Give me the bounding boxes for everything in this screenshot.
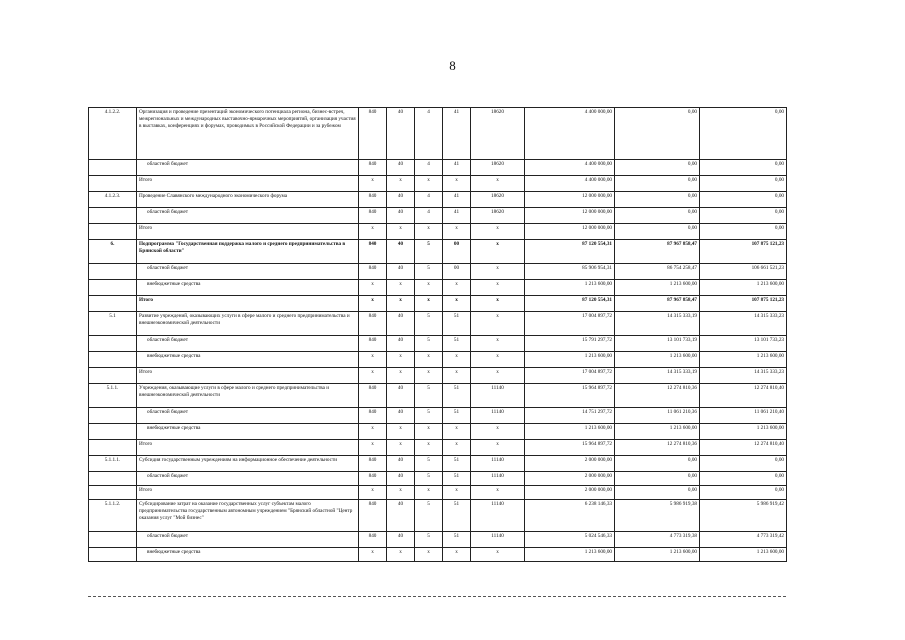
row-gr-code: x xyxy=(359,176,387,192)
row-gr-code: x xyxy=(359,352,387,368)
table-row xyxy=(89,424,787,440)
row-code xyxy=(89,280,137,296)
row-value-year-2: 4 773 319,38 xyxy=(615,532,700,548)
table-row xyxy=(89,486,787,500)
row-direction-code: x xyxy=(471,352,525,368)
row-direction-code: x xyxy=(471,440,525,456)
row-code xyxy=(89,472,137,486)
row-name: внебюджетные средства xyxy=(137,280,359,296)
row-value-year-1: 1 213 600,00 xyxy=(525,424,615,440)
row-value-year-3: 106 661 521,23 xyxy=(700,264,787,280)
row-gr-code: 840 xyxy=(359,472,387,486)
row-value-year-3: 0,00 xyxy=(700,456,787,472)
row-event-code: 51 xyxy=(443,336,471,352)
row-name: Итого xyxy=(137,440,359,456)
row-value-year-1: 1 213 600,00 xyxy=(525,280,615,296)
row-code xyxy=(89,208,137,224)
row-event-code: x xyxy=(443,440,471,456)
row-name: областной бюджет xyxy=(137,532,359,548)
row-value-year-2: 0,00 xyxy=(615,486,700,500)
row-value-year-3: 1 213 600,00 xyxy=(700,424,787,440)
row-gr-code: x xyxy=(359,368,387,384)
row-value-year-1: 2 000 000,00 xyxy=(525,486,615,500)
row-event-code: 51 xyxy=(443,384,471,408)
row-name: областной бюджет xyxy=(137,336,359,352)
row-name: Учреждения, оказывающие услуги в сфере малого и среднего предпринимательства и внешнеэкономической деятельности xyxy=(137,384,359,408)
row-subprogram-code: x xyxy=(415,296,443,312)
row-event-code: 51 xyxy=(443,500,471,532)
row-name: Итого xyxy=(137,224,359,240)
table-row xyxy=(89,108,787,160)
row-value-year-2: 1 213 600,00 xyxy=(615,352,700,368)
row-subprogram-code: 5 xyxy=(415,312,443,336)
row-event-code: x xyxy=(443,424,471,440)
row-subprogram-code: x xyxy=(415,424,443,440)
row-code xyxy=(89,408,137,424)
table-row xyxy=(89,456,787,472)
row-value-year-3: 0,00 xyxy=(700,176,787,192)
row-code xyxy=(89,336,137,352)
row-event-code: x xyxy=(443,368,471,384)
row-value-year-3: 0,00 xyxy=(700,472,787,486)
row-program-code: x xyxy=(387,280,415,296)
row-name: внебюджетные средства xyxy=(137,548,359,562)
row-direction-code: 18620 xyxy=(471,208,525,224)
row-direction-code: x xyxy=(471,280,525,296)
row-gr-code: x xyxy=(359,548,387,562)
row-value-year-1: 17 004 897,72 xyxy=(525,312,615,336)
row-code xyxy=(89,424,137,440)
row-gr-code: 840 xyxy=(359,532,387,548)
row-value-year-2: 1 213 600,00 xyxy=(615,424,700,440)
row-gr-code: x xyxy=(359,296,387,312)
row-value-year-2: 12 274 810,36 xyxy=(615,384,700,408)
row-value-year-1: 5 024 546,33 xyxy=(525,532,615,548)
row-value-year-1: 15 964 897,72 xyxy=(525,440,615,456)
row-name: Итого xyxy=(137,296,359,312)
row-value-year-2: 0,00 xyxy=(615,192,700,208)
row-direction-code: x xyxy=(471,224,525,240)
row-event-code: x xyxy=(443,486,471,500)
row-subprogram-code: 5 xyxy=(415,384,443,408)
row-direction-code: 11140 xyxy=(471,408,525,424)
page-cut-edge xyxy=(88,596,786,600)
row-direction-code: x xyxy=(471,548,525,562)
row-direction-code: 11140 xyxy=(471,532,525,548)
table-row xyxy=(89,312,787,336)
row-gr-code: 840 xyxy=(359,336,387,352)
row-program-code: 40 xyxy=(387,312,415,336)
row-value-year-3: 0,00 xyxy=(700,192,787,208)
row-direction-code: 18620 xyxy=(471,160,525,176)
row-event-code: x xyxy=(443,296,471,312)
row-value-year-1: 1 213 600,00 xyxy=(525,352,615,368)
row-value-year-1: 2 000 000,00 xyxy=(525,456,615,472)
table-row xyxy=(89,336,787,352)
row-value-year-3: 0,00 xyxy=(700,224,787,240)
row-direction-code: 18620 xyxy=(471,108,525,160)
row-code xyxy=(89,176,137,192)
page-number: 8 xyxy=(449,58,456,73)
row-value-year-2: 0,00 xyxy=(615,176,700,192)
row-event-code: x xyxy=(443,352,471,368)
row-subprogram-code: 5 xyxy=(415,532,443,548)
row-direction-code: x xyxy=(471,176,525,192)
row-code: 5.1 xyxy=(89,312,137,336)
row-code: 5.1.1.2. xyxy=(89,500,137,532)
row-direction-code: x xyxy=(471,486,525,500)
row-value-year-2: 0,00 xyxy=(615,160,700,176)
row-subprogram-code: 5 xyxy=(415,456,443,472)
row-subprogram-code: 4 xyxy=(415,160,443,176)
row-program-code: 40 xyxy=(387,192,415,208)
row-name: областной бюджет xyxy=(137,408,359,424)
row-subprogram-code: 5 xyxy=(415,240,443,264)
table-row xyxy=(89,440,787,456)
row-value-year-2: 86 754 258,47 xyxy=(615,264,700,280)
row-subprogram-code: 5 xyxy=(415,264,443,280)
row-name: областной бюджет xyxy=(137,160,359,176)
row-gr-code: 840 xyxy=(359,240,387,264)
row-direction-code: x xyxy=(471,296,525,312)
row-value-year-2: 14 315 333,19 xyxy=(615,312,700,336)
row-subprogram-code: 5 xyxy=(415,472,443,486)
row-value-year-3: 107 875 121,23 xyxy=(700,240,787,264)
row-event-code: x xyxy=(443,176,471,192)
row-gr-code: 840 xyxy=(359,264,387,280)
row-program-code: x xyxy=(387,440,415,456)
table-row xyxy=(89,368,787,384)
row-value-year-2: 5 986 919,38 xyxy=(615,500,700,532)
row-code: 4.1.2.3. xyxy=(89,192,137,208)
row-code: 6. xyxy=(89,240,137,264)
row-value-year-2: 0,00 xyxy=(615,456,700,472)
row-name: Субсидирование затрат на оказание государственных услуг субъектам малого предпринимательства государственным автономным учреждением "Брянский областной "Центр оказания услуг "Мой бизнес" xyxy=(137,500,359,532)
row-value-year-1: 4 400 000,00 xyxy=(525,160,615,176)
row-value-year-2: 1 213 600,00 xyxy=(615,548,700,562)
row-value-year-1: 6 238 146,33 xyxy=(525,500,615,532)
row-subprogram-code: x xyxy=(415,352,443,368)
row-code xyxy=(89,160,137,176)
row-name: Итого xyxy=(137,368,359,384)
row-code xyxy=(89,264,137,280)
row-name: внебюджетные средства xyxy=(137,424,359,440)
row-name: Итого xyxy=(137,176,359,192)
row-value-year-1: 17 004 897,72 xyxy=(525,368,615,384)
row-program-code: 40 xyxy=(387,472,415,486)
row-value-year-2: 87 967 858,47 xyxy=(615,296,700,312)
table-row xyxy=(89,548,787,562)
row-name: Субсидия государственным учреждениям на информационное обеспечение деятельности xyxy=(137,456,359,472)
row-event-code: 00 xyxy=(443,240,471,264)
row-event-code: 51 xyxy=(443,456,471,472)
row-name: Развитие учреждений, оказывающих услуги в сфере малого и среднего предпринимательства и внешнеэкономической деятельности xyxy=(137,312,359,336)
table-row xyxy=(89,384,787,408)
row-value-year-1: 15 791 297,72 xyxy=(525,336,615,352)
row-event-code: 41 xyxy=(443,108,471,160)
row-value-year-3: 12 274 810,40 xyxy=(700,440,787,456)
row-direction-code: x xyxy=(471,312,525,336)
row-value-year-3: 4 773 319,42 xyxy=(700,532,787,548)
row-event-code: 51 xyxy=(443,532,471,548)
row-program-code: x xyxy=(387,424,415,440)
table-row xyxy=(89,532,787,548)
table-row xyxy=(89,500,787,532)
row-gr-code: 840 xyxy=(359,456,387,472)
row-direction-code: x xyxy=(471,240,525,264)
row-value-year-2: 0,00 xyxy=(615,208,700,224)
row-gr-code: x xyxy=(359,440,387,456)
row-program-code: x xyxy=(387,368,415,384)
row-value-year-1: 4 400 000,00 xyxy=(525,176,615,192)
row-gr-code: x xyxy=(359,486,387,500)
row-subprogram-code: x xyxy=(415,486,443,500)
row-program-code: x xyxy=(387,486,415,500)
table-row xyxy=(89,408,787,424)
row-program-code: 40 xyxy=(387,500,415,532)
row-program-code: 40 xyxy=(387,240,415,264)
row-name: Итого xyxy=(137,486,359,500)
row-event-code: 51 xyxy=(443,472,471,486)
table-row xyxy=(89,296,787,312)
row-program-code: x xyxy=(387,548,415,562)
row-direction-code: 11140 xyxy=(471,472,525,486)
row-value-year-3: 0,00 xyxy=(700,486,787,500)
table-row xyxy=(89,264,787,280)
row-subprogram-code: 5 xyxy=(415,336,443,352)
row-direction-code: x xyxy=(471,368,525,384)
row-code: 5.1.1. xyxy=(89,384,137,408)
table-row xyxy=(89,280,787,296)
row-program-code: 40 xyxy=(387,208,415,224)
row-program-code: x xyxy=(387,352,415,368)
row-code xyxy=(89,296,137,312)
row-value-year-3: 0,00 xyxy=(700,108,787,160)
row-name: областной бюджет xyxy=(137,208,359,224)
row-direction-code: 11140 xyxy=(471,456,525,472)
row-value-year-3: 107 875 121,23 xyxy=(700,296,787,312)
row-value-year-2: 0,00 xyxy=(615,472,700,486)
row-program-code: x xyxy=(387,296,415,312)
row-value-year-1: 85 906 954,31 xyxy=(525,264,615,280)
row-subprogram-code: x xyxy=(415,440,443,456)
row-value-year-2: 0,00 xyxy=(615,224,700,240)
row-value-year-1: 2 000 000,00 xyxy=(525,472,615,486)
row-event-code: 41 xyxy=(443,208,471,224)
row-value-year-2: 14 315 333,19 xyxy=(615,368,700,384)
row-direction-code: x xyxy=(471,424,525,440)
row-code: 5.1.1.1. xyxy=(89,456,137,472)
row-code xyxy=(89,368,137,384)
table-row xyxy=(89,208,787,224)
row-event-code: x xyxy=(443,280,471,296)
row-value-year-3: 1 213 600,00 xyxy=(700,280,787,296)
row-subprogram-code: x xyxy=(415,368,443,384)
row-value-year-1: 14 751 297,72 xyxy=(525,408,615,424)
table-row xyxy=(89,192,787,208)
row-program-code: 40 xyxy=(387,264,415,280)
row-code: 4.1.2.2. xyxy=(89,108,137,160)
table-row xyxy=(89,472,787,486)
row-value-year-3: 0,00 xyxy=(700,160,787,176)
row-event-code: x xyxy=(443,224,471,240)
row-code xyxy=(89,486,137,500)
row-value-year-1: 12 000 000,00 xyxy=(525,192,615,208)
row-value-year-1: 87 120 554,31 xyxy=(525,296,615,312)
row-name: Подпрограмма "Государственная поддержка малого и среднего предпринимательства в Брянской области" xyxy=(137,240,359,264)
row-gr-code: x xyxy=(359,280,387,296)
row-event-code: x xyxy=(443,548,471,562)
row-code xyxy=(89,224,137,240)
row-gr-code: 840 xyxy=(359,160,387,176)
table-row xyxy=(89,160,787,176)
row-program-code: 40 xyxy=(387,160,415,176)
row-direction-code: x xyxy=(471,336,525,352)
row-gr-code: x xyxy=(359,224,387,240)
row-gr-code: 840 xyxy=(359,108,387,160)
row-program-code: 40 xyxy=(387,336,415,352)
row-code xyxy=(89,548,137,562)
row-event-code: 41 xyxy=(443,192,471,208)
table-row xyxy=(89,352,787,368)
row-value-year-3: 11 061 210,40 xyxy=(700,408,787,424)
row-value-year-3: 5 986 919,42 xyxy=(700,500,787,532)
row-event-code: 51 xyxy=(443,408,471,424)
row-program-code: 40 xyxy=(387,384,415,408)
row-value-year-1: 15 964 897,72 xyxy=(525,384,615,408)
row-gr-code: 840 xyxy=(359,192,387,208)
row-subprogram-code: 4 xyxy=(415,208,443,224)
row-subprogram-code: 4 xyxy=(415,192,443,208)
row-event-code: 51 xyxy=(443,312,471,336)
row-value-year-2: 12 274 810,36 xyxy=(615,440,700,456)
row-code xyxy=(89,352,137,368)
row-value-year-2: 0,00 xyxy=(615,108,700,160)
row-program-code: x xyxy=(387,176,415,192)
row-program-code: 40 xyxy=(387,108,415,160)
row-gr-code: 840 xyxy=(359,312,387,336)
row-program-code: 40 xyxy=(387,456,415,472)
row-value-year-1: 4 400 000,00 xyxy=(525,108,615,160)
row-event-code: 00 xyxy=(443,264,471,280)
row-program-code: 40 xyxy=(387,408,415,424)
row-value-year-3: 13 101 733,23 xyxy=(700,336,787,352)
row-name: внебюджетные средства xyxy=(137,352,359,368)
row-subprogram-code: 5 xyxy=(415,408,443,424)
row-value-year-1: 1 213 600,00 xyxy=(525,548,615,562)
row-name: областной бюджет xyxy=(137,264,359,280)
table-row xyxy=(89,240,787,264)
row-name: областной бюджет xyxy=(137,472,359,486)
row-direction-code: 18620 xyxy=(471,192,525,208)
row-subprogram-code: x xyxy=(415,224,443,240)
row-name: Проведение Славянского международного экономического форума xyxy=(137,192,359,208)
table-row xyxy=(89,224,787,240)
row-event-code: 41 xyxy=(443,160,471,176)
row-subprogram-code: x xyxy=(415,280,443,296)
row-gr-code: x xyxy=(359,424,387,440)
row-subprogram-code: 5 xyxy=(415,500,443,532)
row-direction-code: 11140 xyxy=(471,384,525,408)
row-value-year-2: 87 967 858,47 xyxy=(615,240,700,264)
row-value-year-3: 1 213 600,00 xyxy=(700,548,787,562)
row-gr-code: 840 xyxy=(359,500,387,532)
row-value-year-1: 12 000 000,00 xyxy=(525,224,615,240)
budget-table-body xyxy=(89,108,787,562)
row-code xyxy=(89,532,137,548)
row-code xyxy=(89,440,137,456)
row-gr-code: 840 xyxy=(359,208,387,224)
row-value-year-3: 14 315 333,23 xyxy=(700,312,787,336)
row-gr-code: 840 xyxy=(359,384,387,408)
row-program-code: x xyxy=(387,224,415,240)
row-name: Организация и проведение презентаций экономического потенциала региона, бизнес-встреч, межрегиональных и международных выставочно-ярмарочных мероприятий, организация участия в выставках, конференциях и форумах, проводимых в Российской Федерации и за рубежом xyxy=(137,108,359,160)
row-subprogram-code: x xyxy=(415,176,443,192)
row-value-year-3: 0,00 xyxy=(700,208,787,224)
row-value-year-3: 14 315 333,23 xyxy=(700,368,787,384)
row-value-year-1: 87 120 554,31 xyxy=(525,240,615,264)
row-subprogram-code: 4 xyxy=(415,108,443,160)
row-direction-code: 11140 xyxy=(471,500,525,532)
row-value-year-2: 13 101 733,19 xyxy=(615,336,700,352)
row-subprogram-code: x xyxy=(415,548,443,562)
row-program-code: 40 xyxy=(387,532,415,548)
row-value-year-1: 12 000 000,00 xyxy=(525,208,615,224)
table-row xyxy=(89,176,787,192)
row-value-year-3: 1 213 600,00 xyxy=(700,352,787,368)
row-value-year-2: 11 061 210,36 xyxy=(615,408,700,424)
budget-table xyxy=(88,107,787,562)
row-value-year-2: 1 213 600,00 xyxy=(615,280,700,296)
row-gr-code: 840 xyxy=(359,408,387,424)
row-value-year-3: 12 274 810,40 xyxy=(700,384,787,408)
row-direction-code: x xyxy=(471,264,525,280)
